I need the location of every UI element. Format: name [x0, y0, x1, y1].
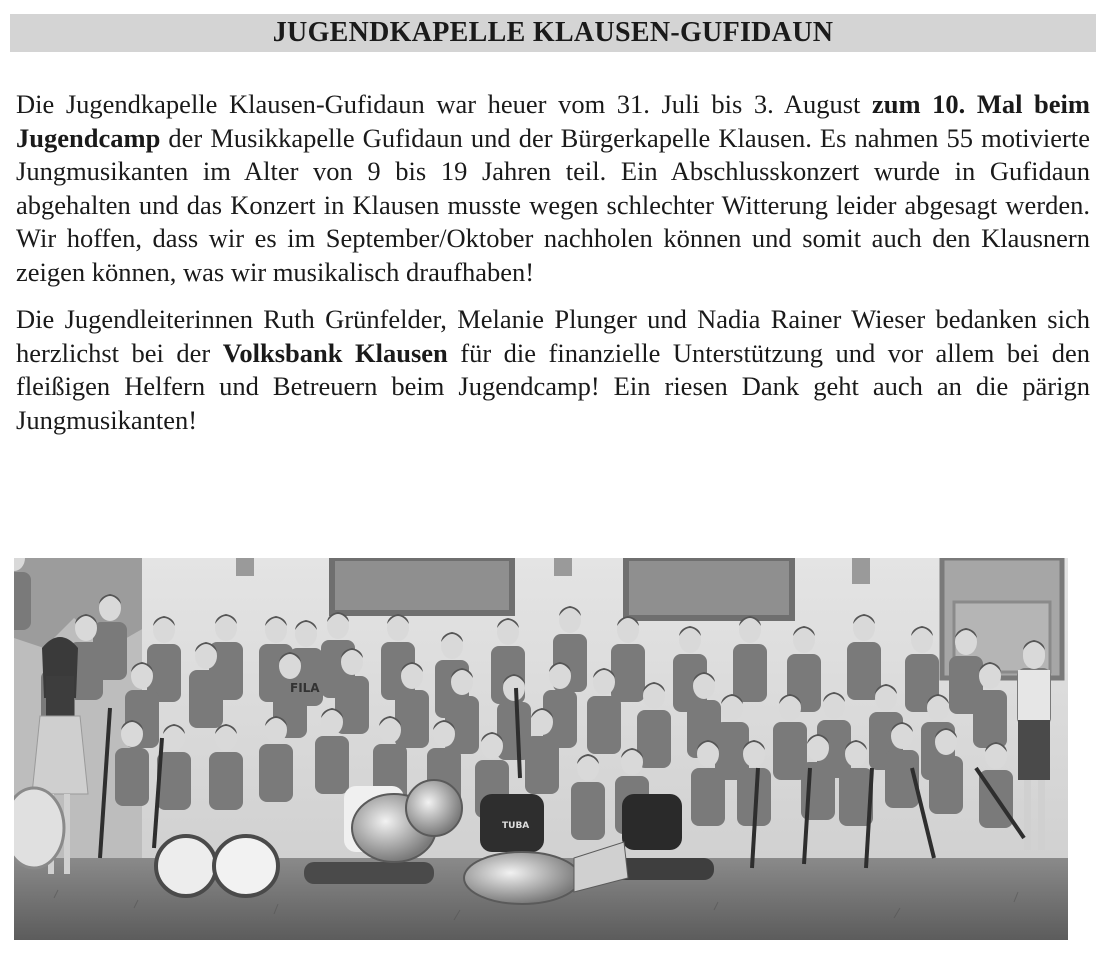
article-title: JUGENDKAPELLE KLAUSEN-GUFIDAUN [272, 17, 834, 48]
shirt-text-fila: FILA [290, 681, 320, 695]
paragraph-1-text-a: Die Jugendkapelle Klausen-Gufidaun war heuer vom 31. Juli bis 3. August [16, 89, 872, 119]
shirt-text-tuba: TUBA [502, 821, 530, 831]
paragraph-2-text-b: für die finanzielle Unterstützung und vor allem bei den fleißigen Helfern und Betreuern beim Jugendcamp! Ein riesen Dank geht auch an die pärign Jungmusikanten! [16, 337, 1090, 435]
paragraph-2 [16, 303, 1090, 437]
paragraph-2-highlight: Volksbank Klausen [222, 337, 448, 368]
group-photo-image [14, 558, 1068, 940]
paragraph-1-highlight: zum 10. Mal beim Jugendcamp [16, 89, 1090, 153]
paragraph-1 [16, 88, 1090, 289]
paragraph-1-text-b: der Musikkapelle Gufidaun und der Bürgerkapelle Klausen. Es nahmen 55 motivierte Jungmusikanten im Alter von 9 bis 19 Jahren teil. Ein Abschlusskonzert wurde in Gufidaun abgehalten und das Konzert in Klausen musste wegen schlechter Witterung leider abgesagt werden. Wir hoffen, dass wir es im September/Oktober nachholen können und somit auch den Klausnern zeigen können, was wir musikalisch draufhaben! [16, 122, 1090, 287]
paragraph-2-text-a: Die Jugendleiterinnen Ruth Grünfelder, Melanie Plunger und Nadia Rainer Wieser bedanken sich herzlichst bei der [16, 304, 1090, 368]
article-body [16, 88, 1090, 451]
group-photo [14, 558, 1068, 940]
title-banner [10, 14, 1096, 52]
